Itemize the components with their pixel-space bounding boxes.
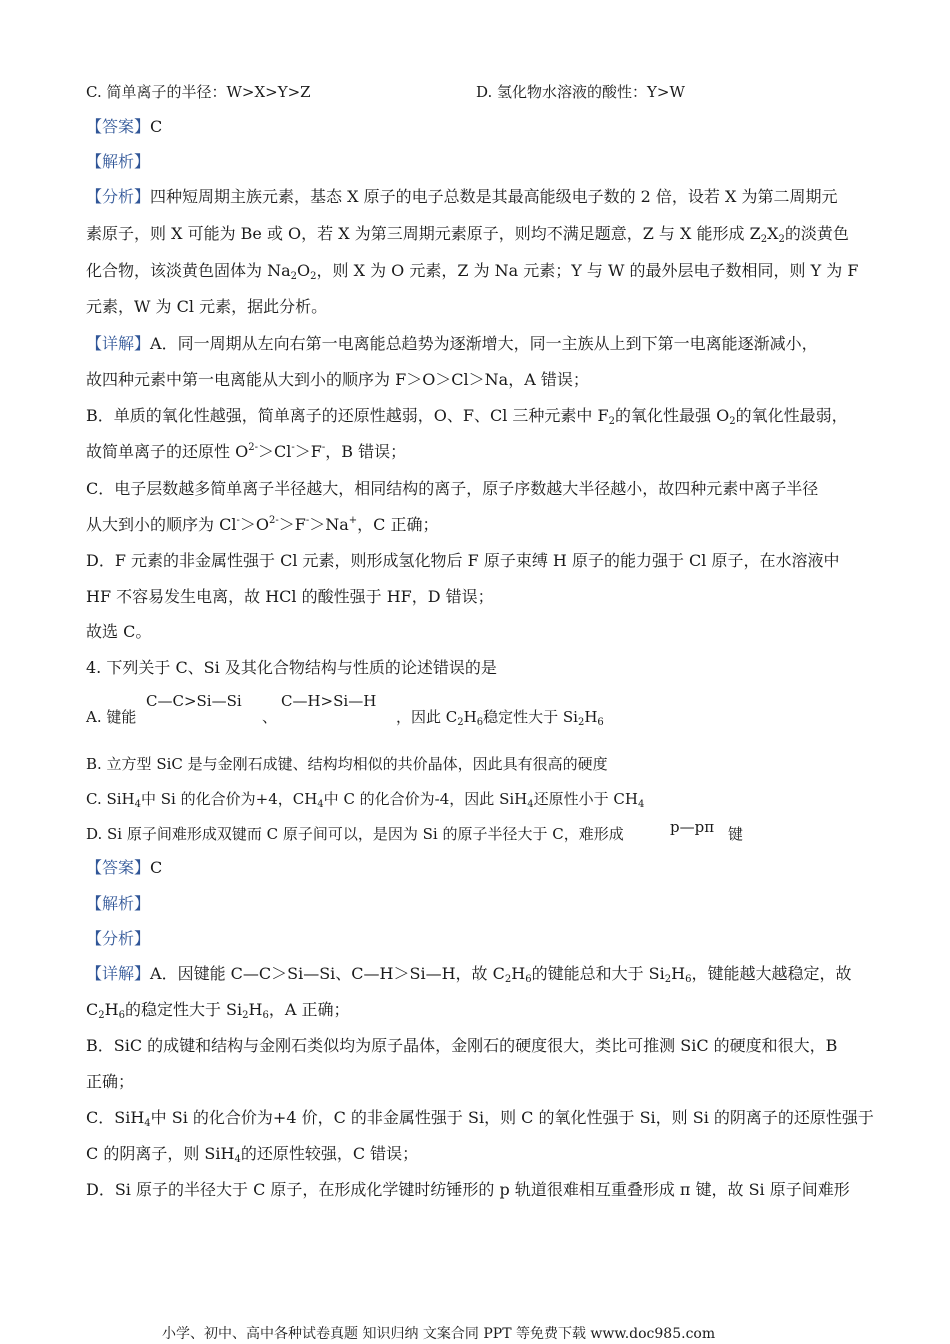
answer-row-4: [86, 858, 162, 878]
text: O: [297, 261, 311, 280]
text: H: [248, 1000, 263, 1019]
detail-b-line-1: B．单质的氧化性越强，简单离子的还原性越弱，O、F、Cl 三种元素中 $F_2$的氧化性最强 $O_2$的氧化性最弱，: [86, 406, 848, 427]
option-d-end: 键: [728, 825, 744, 843]
option-a-label: A. 键能: [86, 708, 137, 726]
bond-formula-1: C—C>Si—Si: [146, 692, 242, 710]
q4-detail-a-line-1: 【详解】A．因键能 C—C＞Si—Si、C—H＞Si—H，故 $C_2H_6$的键能总和大于 $Si_2H_6$，键能越大越稳定，故: [86, 964, 852, 985]
answer-label: 【答案】: [86, 117, 151, 136]
p-p-pi-formula: p—pπ: [670, 818, 715, 836]
page-footer: 小学、初中、高中各种试卷真题 知识归纳 文案合同 PPT 等免费下载 www.doc985.com: [162, 1326, 716, 1342]
text: 素原子，则 X 可能为 Be 或 O，若 X 为第三周期元素原子，则均不满足题意，Z 与 X 能形成 Z: [86, 224, 761, 243]
text: ，B 错误；: [325, 442, 407, 461]
explain-label: 【解析】: [86, 152, 151, 171]
answer-value: C: [150, 858, 163, 877]
detail-a-line-1: [86, 334, 818, 354]
option-c: C. SiH$_4$中 Si 的化合价为+4，$CH_4$中 C 的化合价为-4，因此 SiH$_4$还原性小于 $CH_4$: [86, 790, 645, 810]
text: 化合物，该淡黄色固体为 Na: [86, 261, 291, 280]
text: 稳定性大于 Si: [483, 708, 578, 726]
text: H: [463, 708, 477, 726]
text: A．同一周期从左向右第一电离能总趋势为逐渐增大，同一主族从上到下第一电离能逐渐减小，: [150, 334, 818, 353]
detail-d-line-1: D．F 元素的非金属性强于 Cl 元素，则形成氢化物后 F 原子束缚 H 原子的能力强于 Cl 原子，在水溶液中: [86, 551, 840, 570]
text: 中 Si 的化合价为+4 价，C 的非金属性强于 Si，则 C 的氧化性强于 Si，则 Si 的阴离子的还原性强于: [150, 1108, 874, 1127]
analysis-line-1: [86, 187, 838, 207]
analysis-line-4: 元素，W 为 Cl 元素，据此分析。: [86, 297, 328, 316]
text: ＞Na: [309, 515, 349, 534]
text: 还原性小于 CH: [533, 790, 638, 808]
analysis-label: 【分析】: [86, 929, 151, 948]
text: 四种短周期主族元素，基态 X 原子的电子总数是其最高能级电子数的 2 倍，设若 X 为第二周期元: [150, 187, 838, 206]
analysis-line-3: 化合物，该淡黄色固体为 $Na_2O_2$，则 X 为 O 元素，Z 为 Na 元素；Y 与 W 的最外层电子数相同，则 Y 为 F: [86, 261, 859, 282]
text: C: [86, 1000, 99, 1019]
text: 中 Si 的化合价为+4，CH: [141, 790, 318, 808]
text: X: [767, 224, 779, 243]
q4-detail-d-line-1: D．Si 原子的半径大于 C 原子，在形成化学键时纺锤形的 p 轨道很难相互重叠形成 π 键，故 Si 原子间难形: [86, 1180, 850, 1199]
detail-a-line-2: 故四种元素中第一电离能从大到小的顺序为 F＞O＞Cl＞Na，A 错误；: [86, 370, 589, 389]
detail-label: 【详解】: [86, 334, 151, 353]
text: ，则 X 为 O 元素，Z 为 Na 元素；Y 与 W 的最外层电子数相同，则 Y 为 F: [316, 261, 859, 280]
text: C．SiH: [86, 1108, 145, 1127]
text: H: [104, 1000, 119, 1019]
answer-label: 【答案】: [86, 858, 151, 877]
explain-label: 【解析】: [86, 894, 151, 913]
text: 从大到小的顺序为 Cl: [86, 515, 237, 534]
q4-detail-a-line-2: $C_2H_6$的稳定性大于 $Si_2H_6$，A 正确；: [86, 1000, 350, 1021]
text: 的稳定性大于 Si: [124, 1000, 243, 1019]
text: H: [671, 964, 686, 983]
q4-detail-c-line-1: C．SiH$_4$中 Si 的化合价为+4 价，C 的非金属性强于 Si，则 C 的氧化性强于 Si，则 Si 的阴离子的还原性强于: [86, 1108, 874, 1129]
text: ，键能越大越稳定，故: [691, 964, 852, 983]
detail-b-line-2: 故简单离子的还原性 $O^{2-}>Cl^->F^-$，B 错误；: [86, 442, 407, 461]
final-choice: 故选 C。: [86, 622, 152, 641]
text: ＞F: [278, 515, 306, 534]
text: 的键能总和大于 Si: [531, 964, 665, 983]
analysis-line-2: 素原子，则 X 可能为 Be 或 O，若 X 为第三周期元素原子，则均不满足题意，Z 与 X 能形成 $Z_2X_2$的淡黄色: [86, 224, 849, 245]
text: ，因此 C: [396, 708, 458, 726]
analysis-label: 【分析】: [86, 187, 151, 206]
option-a-sep: 、: [262, 708, 278, 726]
text: ＞O: [239, 515, 269, 534]
text: H: [511, 964, 526, 983]
option-d-prev: D. 氢化物水溶液的酸性：Y>W: [476, 83, 685, 101]
q4-detail-c-line-2: C 的阴离子，则 SiH$_4$的还原性较强，C 错误；: [86, 1144, 419, 1165]
q4-detail-b-line-1: B．SiC 的成键和结构与金刚石类似均为原子晶体，金刚石的硬度很大，类比可推测 SiC 的硬度和很大，B: [86, 1036, 838, 1055]
text: ，A 正确；: [268, 1000, 350, 1019]
text: 故简单离子的还原性 O: [86, 442, 249, 461]
option-a-rest: ，因此 $C_2H_6$稳定性大于 $Si_2H_6$: [396, 708, 604, 728]
bond-formula-2: C—H>Si—H: [281, 692, 377, 710]
text: H: [584, 708, 598, 726]
text: 的氧化性最强 O: [615, 406, 730, 425]
text: B．单质的氧化性越强，简单离子的还原性越弱，O、F、Cl 三种元素中 F: [86, 406, 609, 425]
answer-value: C: [150, 117, 163, 136]
text: C. SiH: [86, 790, 135, 808]
answer-row-3: [86, 117, 162, 137]
text: ，C 正确；: [357, 515, 439, 534]
text: 的氧化性最弱，: [735, 406, 848, 425]
detail-c-line-2: 从大到小的顺序为 $Cl^->O^{2-}>F^->Na^+$，C 正确；: [86, 515, 439, 534]
text: C 的阴离子，则 SiH: [86, 1144, 235, 1163]
option-c-prev: C. 简单离子的半径：W>X>Y>Z: [86, 83, 311, 101]
q4-detail-b-line-2: 正确；: [86, 1072, 135, 1091]
text: 的淡黄色: [784, 224, 849, 243]
question-4-stem: 4. 下列关于 C、Si 及其化合物结构与性质的论述错误的是: [86, 658, 497, 677]
detail-d-line-2: HF 不容易发生电离，故 HCl 的酸性强于 HF，D 错误；: [86, 587, 494, 606]
text: 中 C 的化合价为-4，因此 SiH: [323, 790, 528, 808]
text: A．因键能 C—C＞Si—Si、C—H＞Si—H，故 C: [150, 964, 505, 983]
text: ＞Cl: [257, 442, 292, 461]
option-b: B. 立方型 SiC 是与金刚石成键、结构均相似的共价晶体，因此具有很高的硬度: [86, 755, 608, 773]
text: 的还原性较强，C 错误；: [240, 1144, 419, 1163]
option-d: D. Si 原子间难形成双键而 C 原子间可以，是因为 Si 的原子半径大于 C，难形成: [86, 825, 624, 843]
text: ＞F: [294, 442, 322, 461]
detail-c-line-1: C．电子层数越多简单离子半径越大，相同结构的离子，原子序数越大半径越小，故四种元素中离子半径: [86, 479, 819, 498]
detail-label: 【详解】: [86, 964, 151, 983]
